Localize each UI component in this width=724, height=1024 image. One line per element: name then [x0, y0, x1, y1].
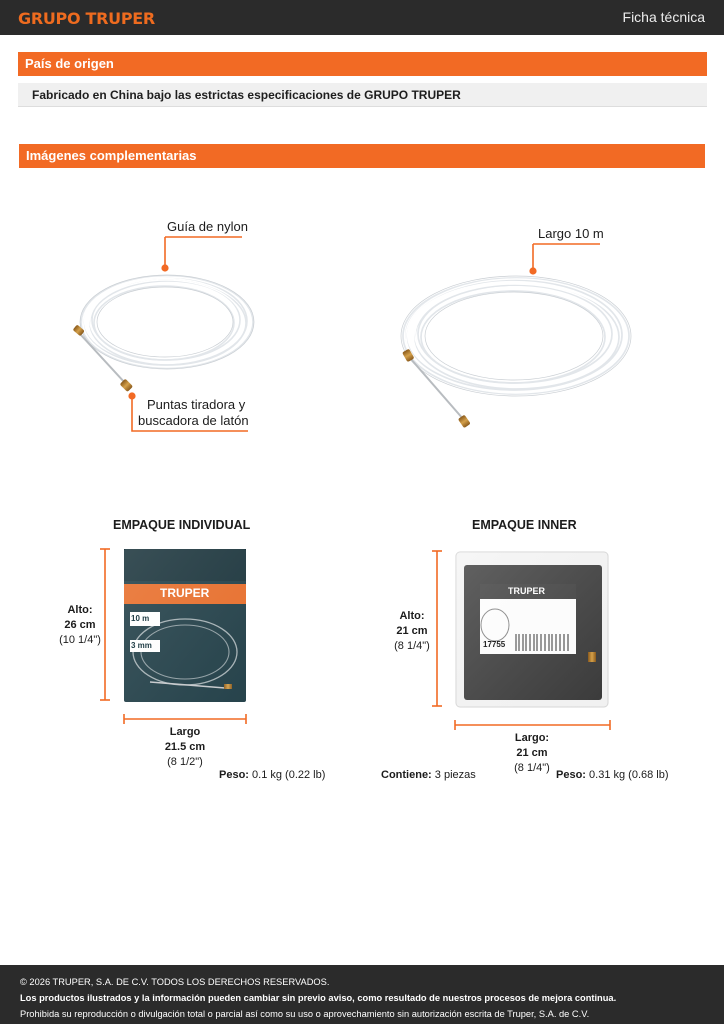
- individual-length-dimension: Largo 21.5 cm (8 1/2"): [164, 726, 206, 768]
- individual-package-diameter: 3 mm: [131, 641, 152, 650]
- footer-prohibition: Prohibida su reproducción o divulgación total o parcial así como su uso o aprovechamiento sin autorización escrita de Truper, S.A. de C.V.: [20, 1009, 590, 1019]
- callout-brass-tips-line1: Puntas tiradora y: [147, 397, 246, 412]
- origin-text: Fabricado en China bajo las estrictas especificaciones de GRUPO TRUPER: [18, 83, 707, 107]
- inner-package-brand: TRUPER: [508, 586, 546, 596]
- document-type-label: Ficha técnica: [622, 9, 705, 25]
- inner-package-image: [456, 552, 608, 707]
- individual-height-dimension: Alto: 26 cm (10 1/4"): [59, 604, 101, 646]
- individual-package-title: EMPAQUE INDIVIDUAL: [113, 518, 251, 532]
- images-section-heading: Imágenes complementarias: [19, 144, 705, 168]
- nylon-coil-left: [73, 275, 254, 392]
- inner-package-code: 17755: [483, 640, 506, 649]
- inner-height-dimension: Alto: 21 cm (8 1/4"): [394, 610, 430, 652]
- inner-weight: Peso: 0.31 kg (0.68 lb): [556, 769, 669, 781]
- callout-brass-tips-line2: buscadora de latón: [138, 413, 249, 428]
- page-footer: [0, 965, 724, 1024]
- callout-nylon-guide: Guía de nylon: [167, 219, 248, 234]
- inner-contents: Contiene: 3 piezas: [381, 769, 476, 781]
- brand-logo: GRUPO TRUPER: [18, 9, 155, 28]
- inner-length-dimension: Largo: 21 cm (8 1/4"): [514, 732, 550, 774]
- footer-copyright: © 2026 TRUPER, S.A. DE C.V. TODOS LOS DERECHOS RESERVADOS.: [20, 977, 330, 987]
- nylon-coil-right: [401, 276, 631, 428]
- inner-package-title: EMPAQUE INNER: [472, 518, 577, 532]
- footer-notice: Los productos ilustrados y la información pueden cambiar sin previo aviso, como resultado de nuestros procesos de mejora continua.: [20, 993, 617, 1003]
- origin-section-heading: País de origen: [18, 52, 707, 76]
- individual-weight: Peso: 0.1 kg (0.22 lb): [219, 769, 326, 781]
- individual-package-brand: TRUPER: [160, 586, 210, 600]
- individual-package-length: 10 m: [131, 614, 150, 623]
- callout-length: Largo 10 m: [538, 226, 604, 241]
- individual-package-image: [124, 549, 246, 702]
